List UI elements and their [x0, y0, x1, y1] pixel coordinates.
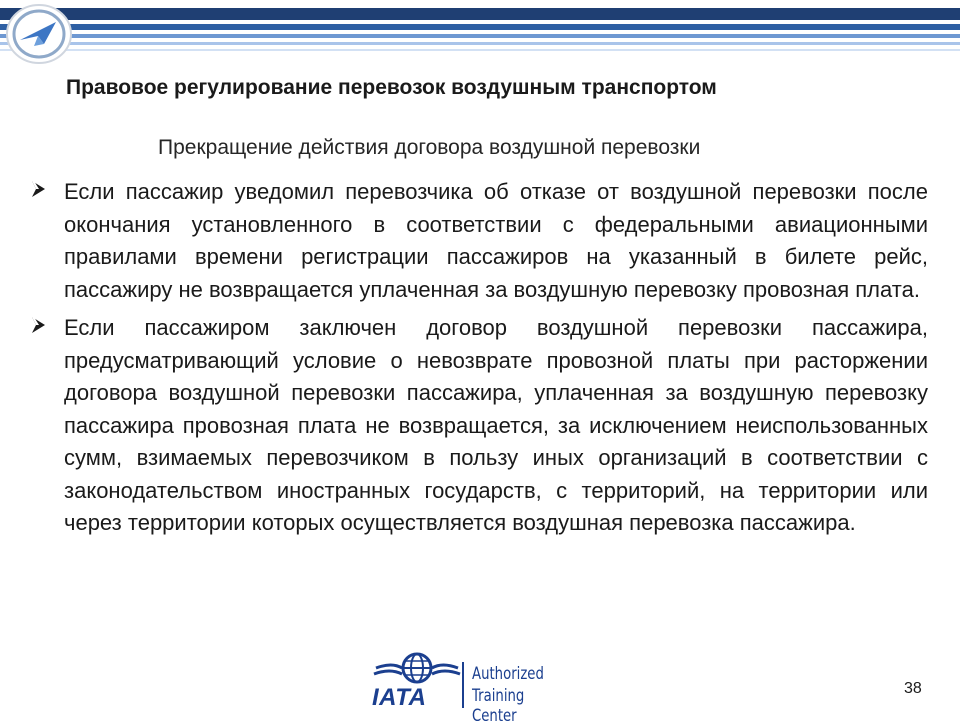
- airplane-logo-icon: [4, 2, 74, 66]
- iata-wordmark: IATA: [372, 684, 427, 711]
- page-number: 38: [904, 680, 922, 697]
- bullet-item: [28, 312, 928, 540]
- footer-divider: [462, 662, 464, 708]
- slide-subtitle: Прекращение действия договора воздушной перевозки: [158, 136, 701, 159]
- header-band: [0, 0, 960, 70]
- bullet-list: [28, 176, 928, 546]
- slide-title: Правовое регулирование перевозок воздушным транспортом: [66, 76, 717, 99]
- iata-logo: [372, 648, 582, 726]
- iata-globe-icon: [372, 648, 462, 688]
- bullet-text: Если пассажир уведомил перевозчика об отказе от воздушной перевозки после окончания установленного в соответствии с федеральными авиационными правилами времени регистрации пассажиров на указанный в билете рейс, пассажиру не возвращается уплаченная за воздушную перевозку провозная плата.: [64, 179, 928, 302]
- bullet-item: [28, 176, 928, 306]
- arrow-bullet-icon: [30, 314, 48, 336]
- arrow-bullet-icon: [30, 178, 48, 200]
- atc-line-authorized: Authorized: [472, 664, 544, 684]
- bullet-text: Если пассажиром заключен договор воздушной перевозки пассажира, предусматривающий условие о невозврате провозной платы при расторжении договора воздушной перевозки пассажира, уплаченная за воздушную перевозку пассажира провозная плата не возвращается, за исключением неиспользованных сумм, взимаемых перевозчиком в пользу иных организаций в соответствии с законодательством иностранных государств, с территорий, на территории или через территории которых осуществляется воздушная перевозка пассажира.: [64, 315, 928, 535]
- atc-line-training-center: Training Center: [472, 686, 525, 726]
